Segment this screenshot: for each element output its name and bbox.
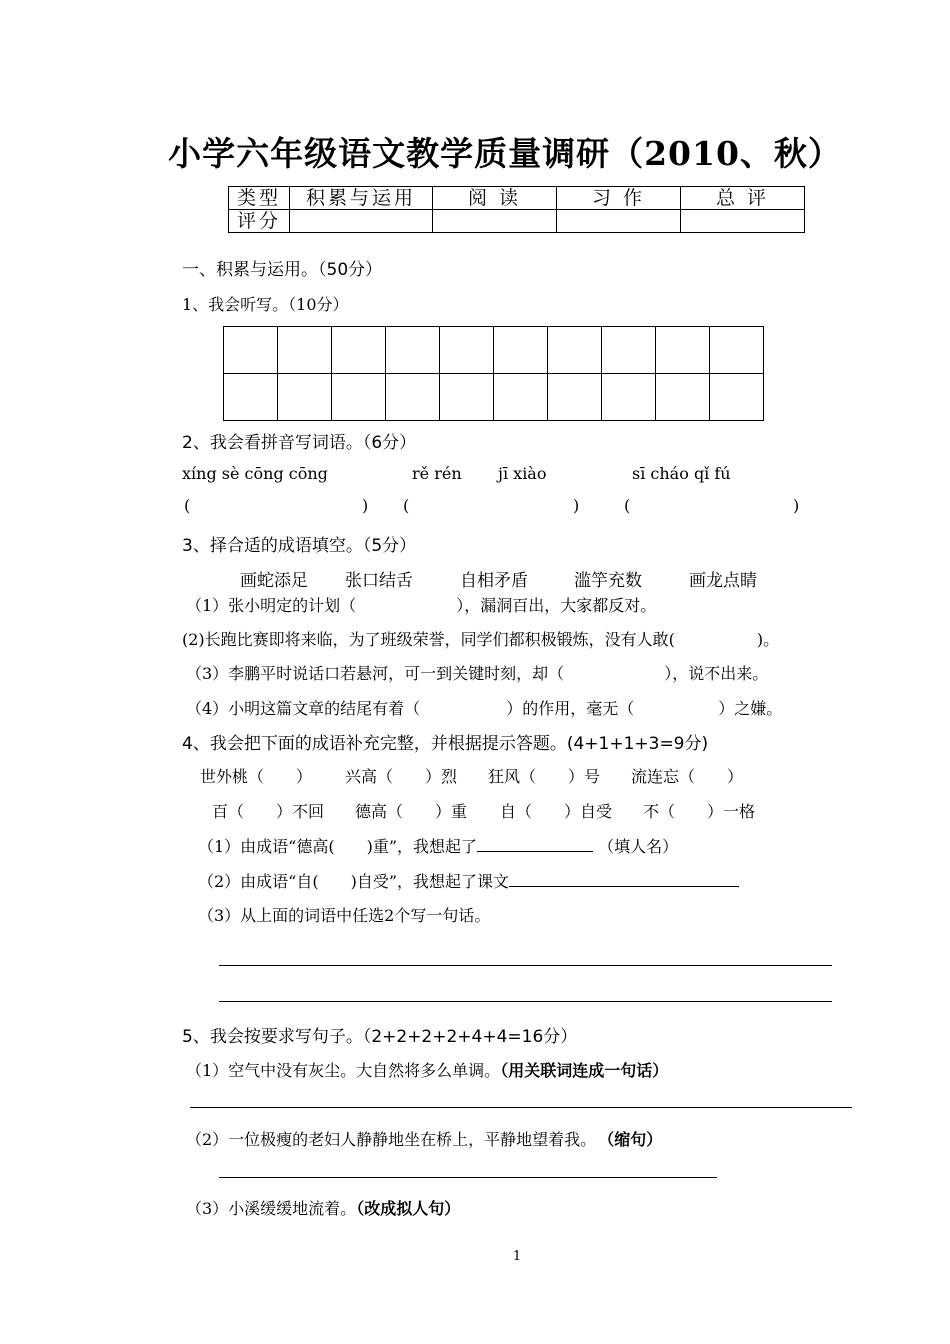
grid-cell[interactable]	[602, 374, 656, 421]
pinyin-2: rě rén	[412, 464, 462, 483]
answer-line[interactable]	[219, 965, 832, 966]
grid-cell[interactable]	[656, 374, 710, 421]
score-cell[interactable]	[290, 210, 433, 233]
score-row-label: 评分	[229, 210, 290, 233]
blank-open: (	[403, 496, 410, 515]
idiom: 画蛇添足	[240, 571, 308, 591]
idiom-fill: 百（ ）不回	[212, 802, 325, 821]
grid-cell[interactable]	[332, 327, 386, 374]
q2-heading: 2、我会看拼音写词语。（6分）	[182, 433, 417, 453]
idiom-fill: 世外桃（ ）	[200, 767, 313, 786]
score-cell[interactable]	[557, 210, 681, 233]
blank-open: (	[184, 496, 191, 515]
q3-item-4: （4）小明这篇文章的结尾有着（ ）的作用，毫无（ ）之嫌。	[186, 699, 783, 718]
section-heading: 一、积累与运用。（50分）	[182, 260, 383, 280]
q4-sub-3: （3）从上面的词语中任选2个写一句话。	[198, 906, 491, 925]
q4-sub-2: （2）由成语“自( )自受”，我想起了课文	[198, 869, 739, 892]
grid-cell[interactable]	[440, 327, 494, 374]
grid-cell[interactable]	[710, 374, 764, 421]
dictation-grid	[223, 326, 764, 421]
q1-heading: 1、我会听写。（10分）	[182, 295, 349, 314]
idiom: 自相矛盾	[460, 571, 528, 591]
page-number: 1	[512, 1249, 522, 1264]
answer-line[interactable]	[190, 1107, 852, 1108]
blank-close: )	[793, 496, 800, 515]
q5-heading: 5、我会按要求写句子。（2+2+2+2+4+4=16分）	[182, 1027, 578, 1047]
idiom-fill: 自（ ）自受	[500, 802, 613, 821]
grid-cell[interactable]	[710, 327, 764, 374]
pinyin-3: jī xiào	[498, 464, 547, 483]
grid-cell[interactable]	[656, 327, 710, 374]
idiom-fill: 狂风（ ）号	[488, 767, 601, 786]
grid-cell[interactable]	[278, 327, 332, 374]
score-header-total: 总 评	[681, 187, 805, 210]
answer-line[interactable]	[219, 1001, 832, 1002]
grid-cell[interactable]	[332, 374, 386, 421]
q4-sub-1: （1）由成语“德高( )重”，我想起了 （填人名）	[198, 837, 679, 856]
grid-cell[interactable]	[278, 374, 332, 421]
grid-cell[interactable]	[494, 374, 548, 421]
answer-underline[interactable]	[477, 837, 593, 852]
idiom: 滥竽充数	[574, 571, 642, 591]
score-header-accumulation: 积累与运用	[290, 187, 433, 210]
score-table	[228, 186, 805, 233]
idiom-fill: 流连忘（ ）	[631, 767, 744, 786]
q3-heading: 3、择合适的成语填空。（5分）	[182, 536, 417, 556]
score-cell[interactable]	[433, 210, 557, 233]
grid-cell[interactable]	[224, 327, 278, 374]
grid-cell[interactable]	[386, 374, 440, 421]
grid-cell[interactable]	[548, 327, 602, 374]
score-cell[interactable]	[681, 210, 805, 233]
page-title: 小学六年级语文教学质量调研（2010、秋）	[168, 134, 842, 173]
score-header-writing: 习 作	[557, 187, 681, 210]
grid-cell[interactable]	[494, 327, 548, 374]
pinyin-1: xíng sè cōng cōng	[182, 464, 328, 483]
blank-open: (	[624, 496, 631, 515]
grid-cell[interactable]	[440, 374, 494, 421]
q4-heading: 4、我会把下面的成语补充完整，并根据提示答题。(4+1+1+3=9分)	[182, 734, 709, 754]
grid-cell[interactable]	[386, 327, 440, 374]
idiom: 张口结舌	[345, 571, 413, 591]
score-header-type: 类型	[229, 187, 290, 210]
grid-cell[interactable]	[224, 374, 278, 421]
blank-close: )	[362, 496, 369, 515]
answer-underline[interactable]	[509, 872, 739, 887]
idiom-fill: 德高（ ）重	[355, 802, 468, 821]
q5-item-3: （3）小溪缓缓地流着。（改成拟人句）	[186, 1199, 461, 1218]
grid-cell[interactable]	[602, 327, 656, 374]
q3-item-2: (2)长跑比赛即将来临，为了班级荣誉，同学们都积极锻炼，没有人敢( )。	[182, 630, 780, 649]
idiom-fill: 兴高（ ）烈	[345, 767, 458, 786]
score-header-reading: 阅 读	[433, 187, 557, 210]
idiom: 画龙点睛	[689, 571, 757, 591]
q5-item-2: （2）一位极瘦的老妇人静静地坐在桥上，平静地望着我。 （缩句）	[186, 1130, 663, 1149]
idiom-fill: 不（ ）一格	[643, 802, 756, 821]
answer-line[interactable]	[219, 1177, 717, 1178]
q5-item-1: （1）空气中没有灰尘。大自然将多么单调。（用关联词连成一句话）	[186, 1061, 669, 1080]
pinyin-4: sī cháo qǐ fú	[632, 464, 731, 483]
grid-cell[interactable]	[548, 374, 602, 421]
blank-close: )	[573, 496, 580, 515]
q3-item-3: （3）李鹏平时说话口若悬河，可一到关键时刻，却（ ），说不出来。	[186, 664, 769, 683]
q3-item-1: （1）张小明定的计划（ ），漏洞百出，大家都反对。	[186, 596, 657, 615]
